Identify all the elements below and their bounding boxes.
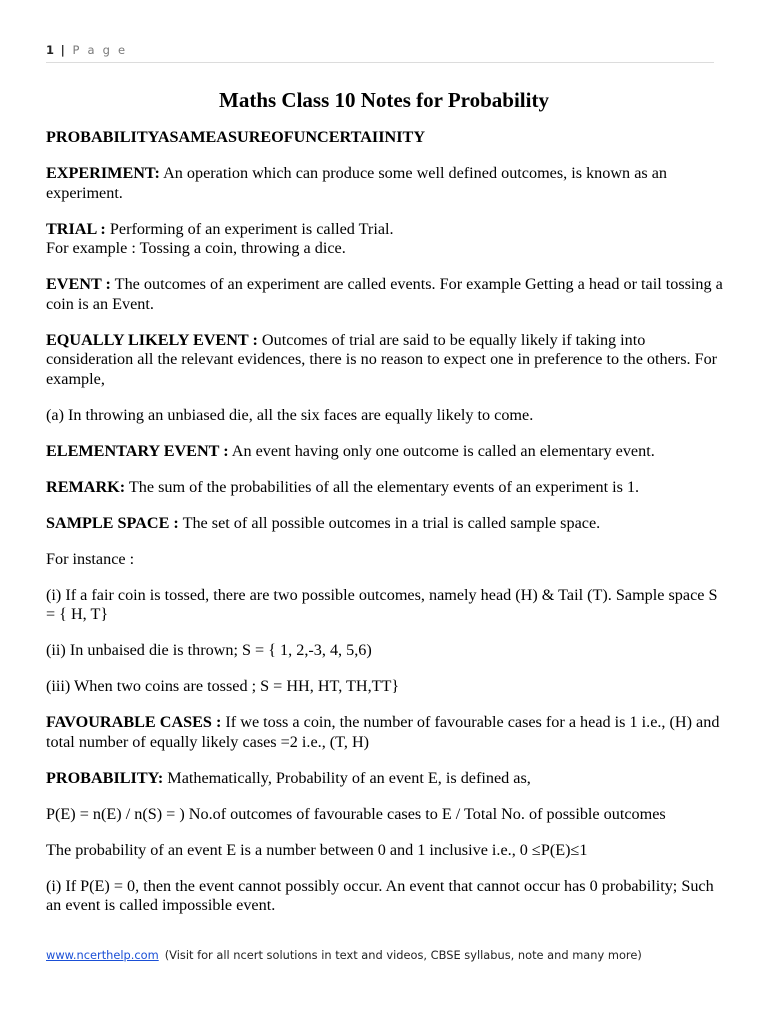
definition-experiment: An operation which can produce some well defined outcomes, is known as an experiment. xyxy=(46,164,667,202)
paragraph-sample-space xyxy=(46,514,726,534)
definition-equally-likely: Outcomes of trial are said to be equally likely if taking into consideration all the relevant evidences, there is no reason to expect one in preference to the others. For example, xyxy=(46,330,718,388)
example-i: (i) If a fair coin is tossed, there are two possible outcomes, namely head (H) & Tail (T). Sample space S = { H, T} xyxy=(46,585,718,623)
page-label: P a g e xyxy=(72,43,128,57)
document-title: Maths Class 10 Notes for Probability xyxy=(219,88,549,112)
definition-trial: Performing of an experiment is called Trial. xyxy=(105,219,394,238)
example-iii: (iii) When two coins are tossed ; S = HH, HT, TH,TT} xyxy=(46,677,400,695)
paragraph-remark xyxy=(46,478,726,498)
example-a: (a) In throwing an unbiased die, all the six faces are equally likely to come. xyxy=(46,405,534,424)
header-divider xyxy=(46,62,714,63)
trial-example: For example : Tossing a coin, throwing a dice. xyxy=(46,239,346,257)
paragraph-event xyxy=(46,275,726,314)
page-footer xyxy=(46,948,642,962)
page-separator: | xyxy=(60,43,66,57)
probability-range: The probability of an event E is a number between 0 and 1 inclusive i.e., 0 ≤P(E)≤1 xyxy=(46,840,588,859)
paragraph-favourable xyxy=(46,713,726,752)
definition-event: The outcomes of an experiment are called events. For example Getting a head or tail tossing a coin is an Event. xyxy=(46,275,723,313)
paragraph-equally-likely xyxy=(46,331,726,390)
footer-link[interactable]: www.ncerthelp.com xyxy=(46,948,159,962)
term-equally-likely: EQUALLY LIKELY EVENT : xyxy=(46,330,258,349)
for-instance: For instance : xyxy=(46,549,135,568)
impossible-event: (i) If P(E) = 0, then the event cannot possibly occur. An event that cannot occur has 0 probability; Such an event is called impossible event. xyxy=(46,876,714,914)
page-header xyxy=(46,43,127,57)
paragraph-probability xyxy=(46,769,726,789)
section-heading-text: PROBABILITYASAMEASUREOFUNCERTAIINITY xyxy=(46,128,426,146)
document-body xyxy=(46,128,726,932)
example-ii: (ii) In unbaised die is thrown; S = { 1, 2,-3, 4, 5,6) xyxy=(46,641,372,659)
term-remark: REMARK: xyxy=(46,477,126,496)
footer-note: (Visit for all ncert solutions in text and videos, CBSE syllabus, note and many more) xyxy=(164,948,642,962)
paragraph-trial xyxy=(46,220,726,259)
term-experiment: EXPERIMENT: xyxy=(46,164,160,182)
definition-sample-space: The set of all possible outcomes in a trial is called sample space. xyxy=(178,513,601,532)
probability-formula: P(E) = n(E) / n(S) = ) No.of outcomes of favourable cases to E / Total No. of possible outcomes xyxy=(46,804,666,823)
definition-remark: The sum of the probabilities of all the elementary events of an experiment is 1. xyxy=(125,477,640,496)
term-favourable: FAVOURABLE CASES : xyxy=(46,713,222,731)
term-sample-space: SAMPLE SPACE : xyxy=(46,513,179,532)
term-event: EVENT : xyxy=(46,275,111,293)
section-heading xyxy=(46,128,726,148)
term-probability: PROBABILITY: xyxy=(46,768,164,787)
page-number: 1 xyxy=(46,43,55,57)
term-trial: TRIAL : xyxy=(46,219,106,238)
term-elementary: ELEMENTARY EVENT : xyxy=(46,441,229,460)
paragraph-elementary xyxy=(46,442,726,462)
definition-probability: Mathematically, Probability of an event E, is defined as, xyxy=(163,768,531,787)
paragraph-experiment xyxy=(46,164,726,203)
definition-favourable: If we toss a coin, the number of favourable cases for a head is 1 i.e., (H) and total number of equally likely cases =2 i.e., (T, H) xyxy=(46,713,720,751)
definition-elementary: An event having only one outcome is called an elementary event. xyxy=(228,441,655,460)
